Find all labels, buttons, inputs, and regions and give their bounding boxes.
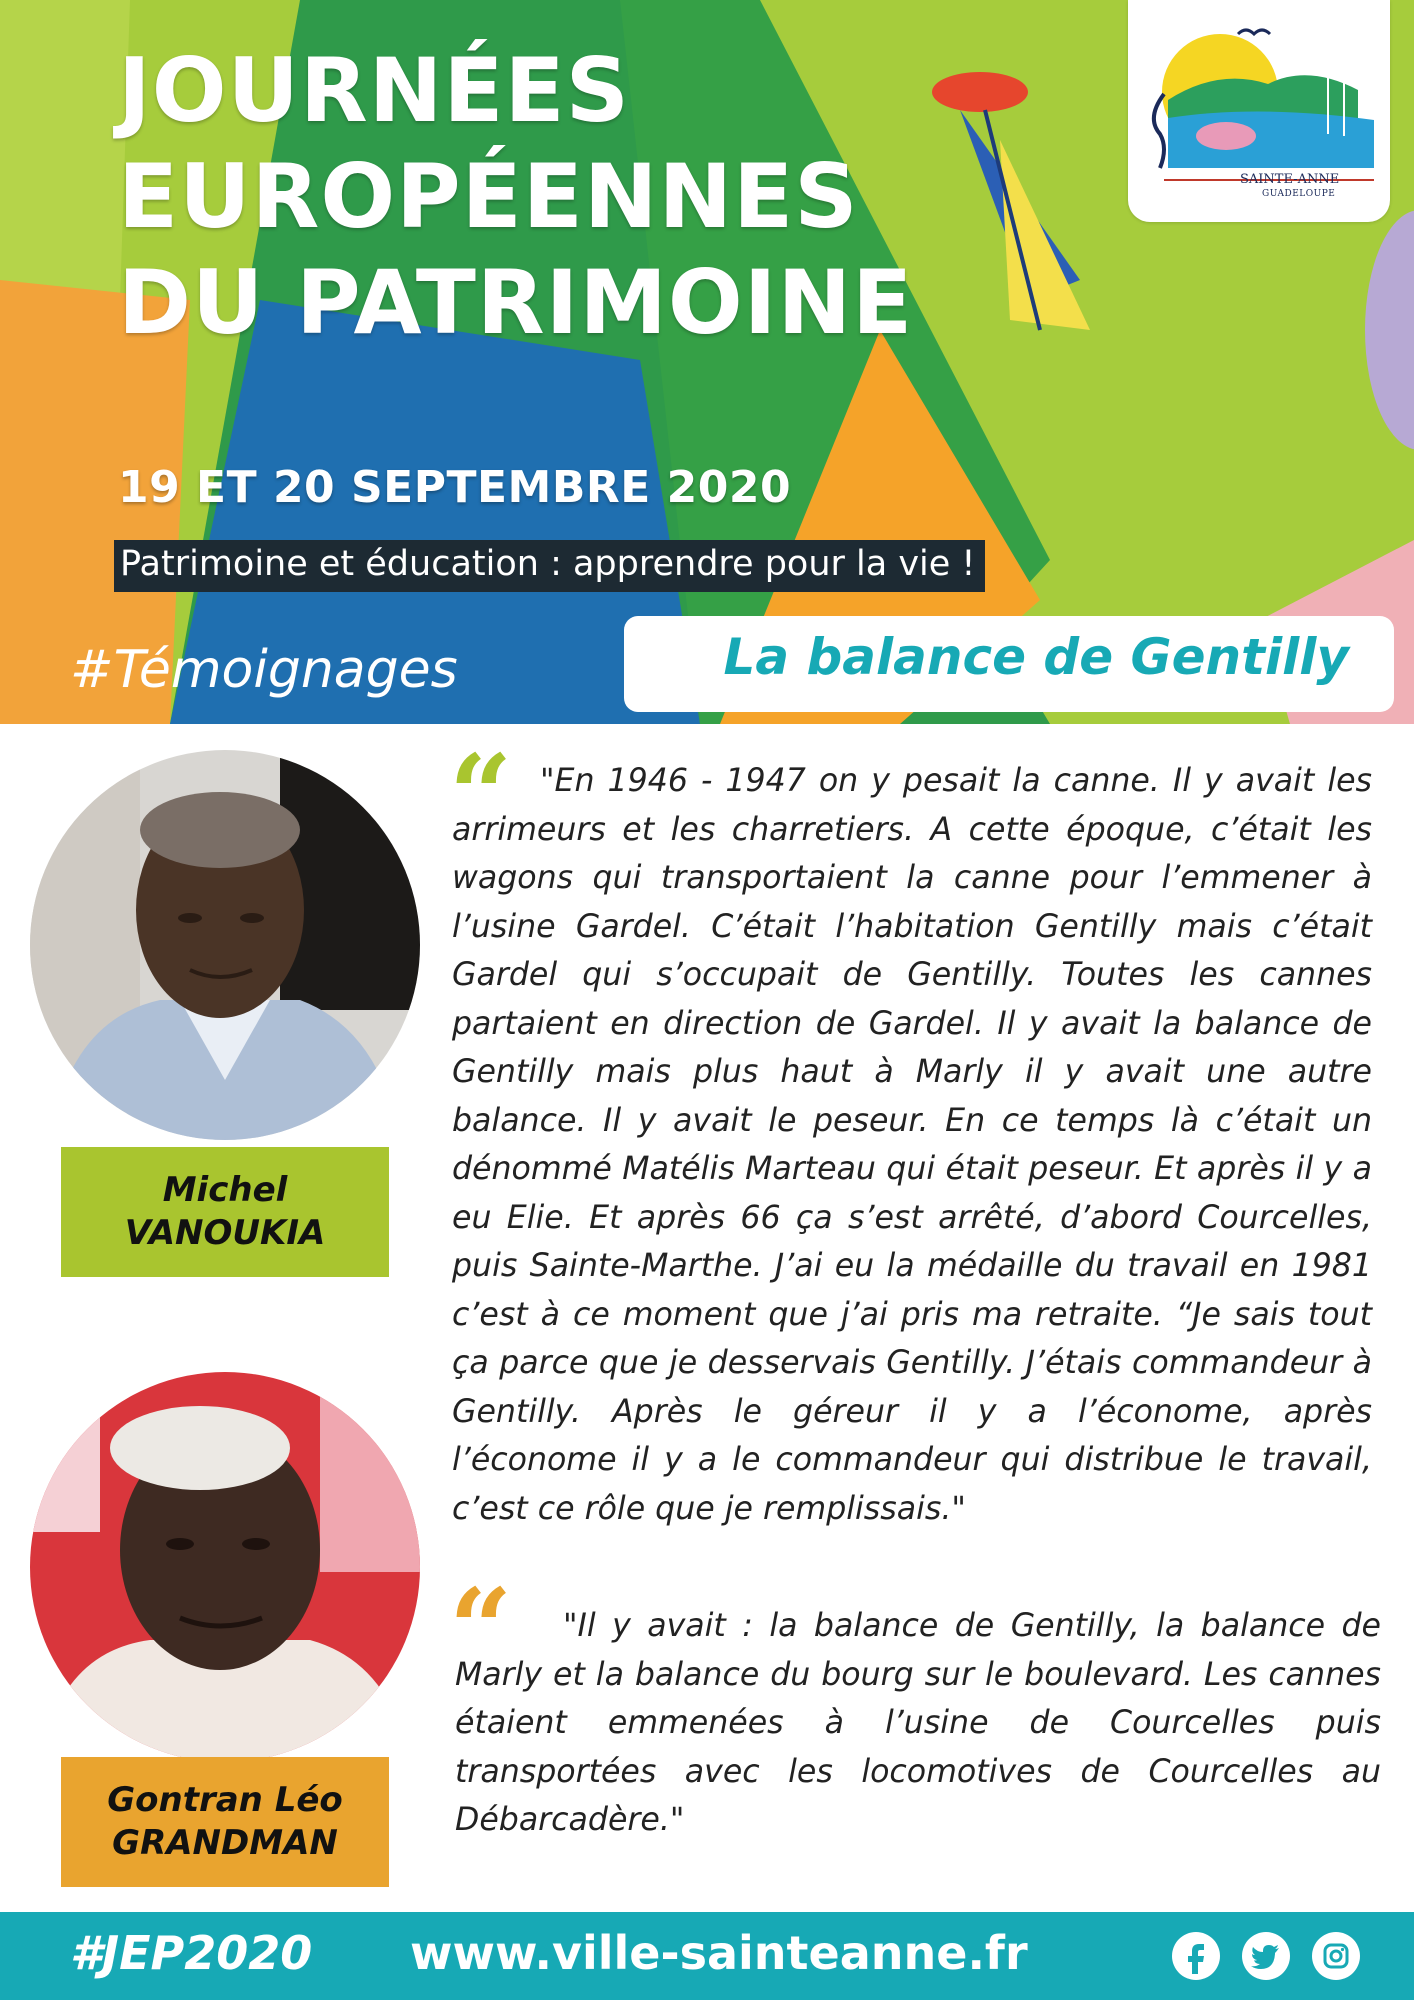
twitter-icon[interactable] — [1242, 1932, 1290, 1980]
portrait-michel-vanoukia — [30, 750, 420, 1140]
facebook-glyph — [1172, 1932, 1220, 1980]
portrait-photo — [30, 750, 420, 1140]
twitter-glyph — [1242, 1932, 1290, 1980]
quote-mark-icon: “ — [449, 730, 513, 859]
instagram-icon[interactable] — [1312, 1932, 1360, 1980]
header-banner — [0, 0, 1414, 724]
subject-box — [624, 616, 1394, 712]
subject-title: La balance de Gentilly — [723, 628, 1349, 686]
quote-michel-vanoukia: "En 1946 - 1947 on y pesait la canne. Il y avait les arrimeurs et les charretiers. A cette époque, c’était les wagons qui transportaient la canne pour l’emmener à l’usine Gardel. C’était l’habitation Gentilly mais c’était Gardel qui s’occupait de Gentilly. Toutes les cannes partaient en direction de Gardel. Il y avait la balance de Gentilly mais plus haut à Marly il y avait une autre balance. Il y avait le peseur. En ce temps là c’était un dénommé Matélis Marteau qui était peseur. Et après il y a eu Elie. Et après 66 ça s’est arrêté, d’abord Courcelles, puis Sainte-Marthe. J’ai eu la médaille du travail en 1981 c’est à ce moment que j’ai pris ma retraite. “Je sais tout ça parce que je desservais Gentilly. J’étais commandeur à Gentilly. Après le géreur il y a l’économe, après l’économe il y a le commandeur qui distribue le travail, c’est ce rôle que je remplissais." — [452, 763, 1372, 1527]
event-title — [118, 38, 913, 356]
footer-bar — [0, 1912, 1414, 2000]
name-box-michel-vanoukia — [61, 1147, 389, 1277]
sainte-anne-logo — [1128, 0, 1390, 222]
logo-name: SAINTE-ANNE — [1240, 172, 1340, 187]
name-box-gontran-leo-grandman — [61, 1757, 389, 1887]
event-title-line-2: EUROPÉENNES — [118, 145, 859, 248]
instagram-glyph — [1312, 1932, 1360, 1980]
logo-region: GUADELOUPE — [1262, 189, 1336, 199]
first-name: Michel — [162, 1170, 288, 1210]
event-title-line-3: DU PATRIMOINE — [118, 251, 914, 354]
event-theme: Patrimoine et éducation : apprendre pour la vie ! — [114, 540, 985, 592]
website-link[interactable]: www.ville-sainteanne.fr — [410, 1926, 1028, 1980]
event-title-line-1: JOURNÉES — [118, 39, 631, 142]
event-dates: 19 ET 20 SEPTEMBRE 2020 — [118, 462, 792, 513]
last-name: VANOUKIA — [124, 1213, 326, 1253]
last-name: GRANDMAN — [112, 1823, 338, 1863]
first-name: Gontran Léo — [107, 1780, 343, 1820]
quote-gontran-leo-grandman: "Il y avait : la balance de Gentilly, la balance de Marly et la balance du bourg sur le boulevard. Les cannes étaient emmenées à l’usine de Courcelles puis transportées avec les locomotives de Courcelles au Débarcadère." — [455, 1608, 1381, 1838]
portrait-gontran-leo-grandman — [30, 1372, 420, 1762]
facebook-icon[interactable] — [1172, 1932, 1220, 1980]
quote-mark-icon: “ — [449, 1564, 513, 1693]
portrait-photo — [30, 1372, 420, 1762]
footer-hashtag: #JEP2020 — [70, 1926, 313, 1980]
temoignages-hashtag: #Témoignages — [70, 640, 458, 700]
